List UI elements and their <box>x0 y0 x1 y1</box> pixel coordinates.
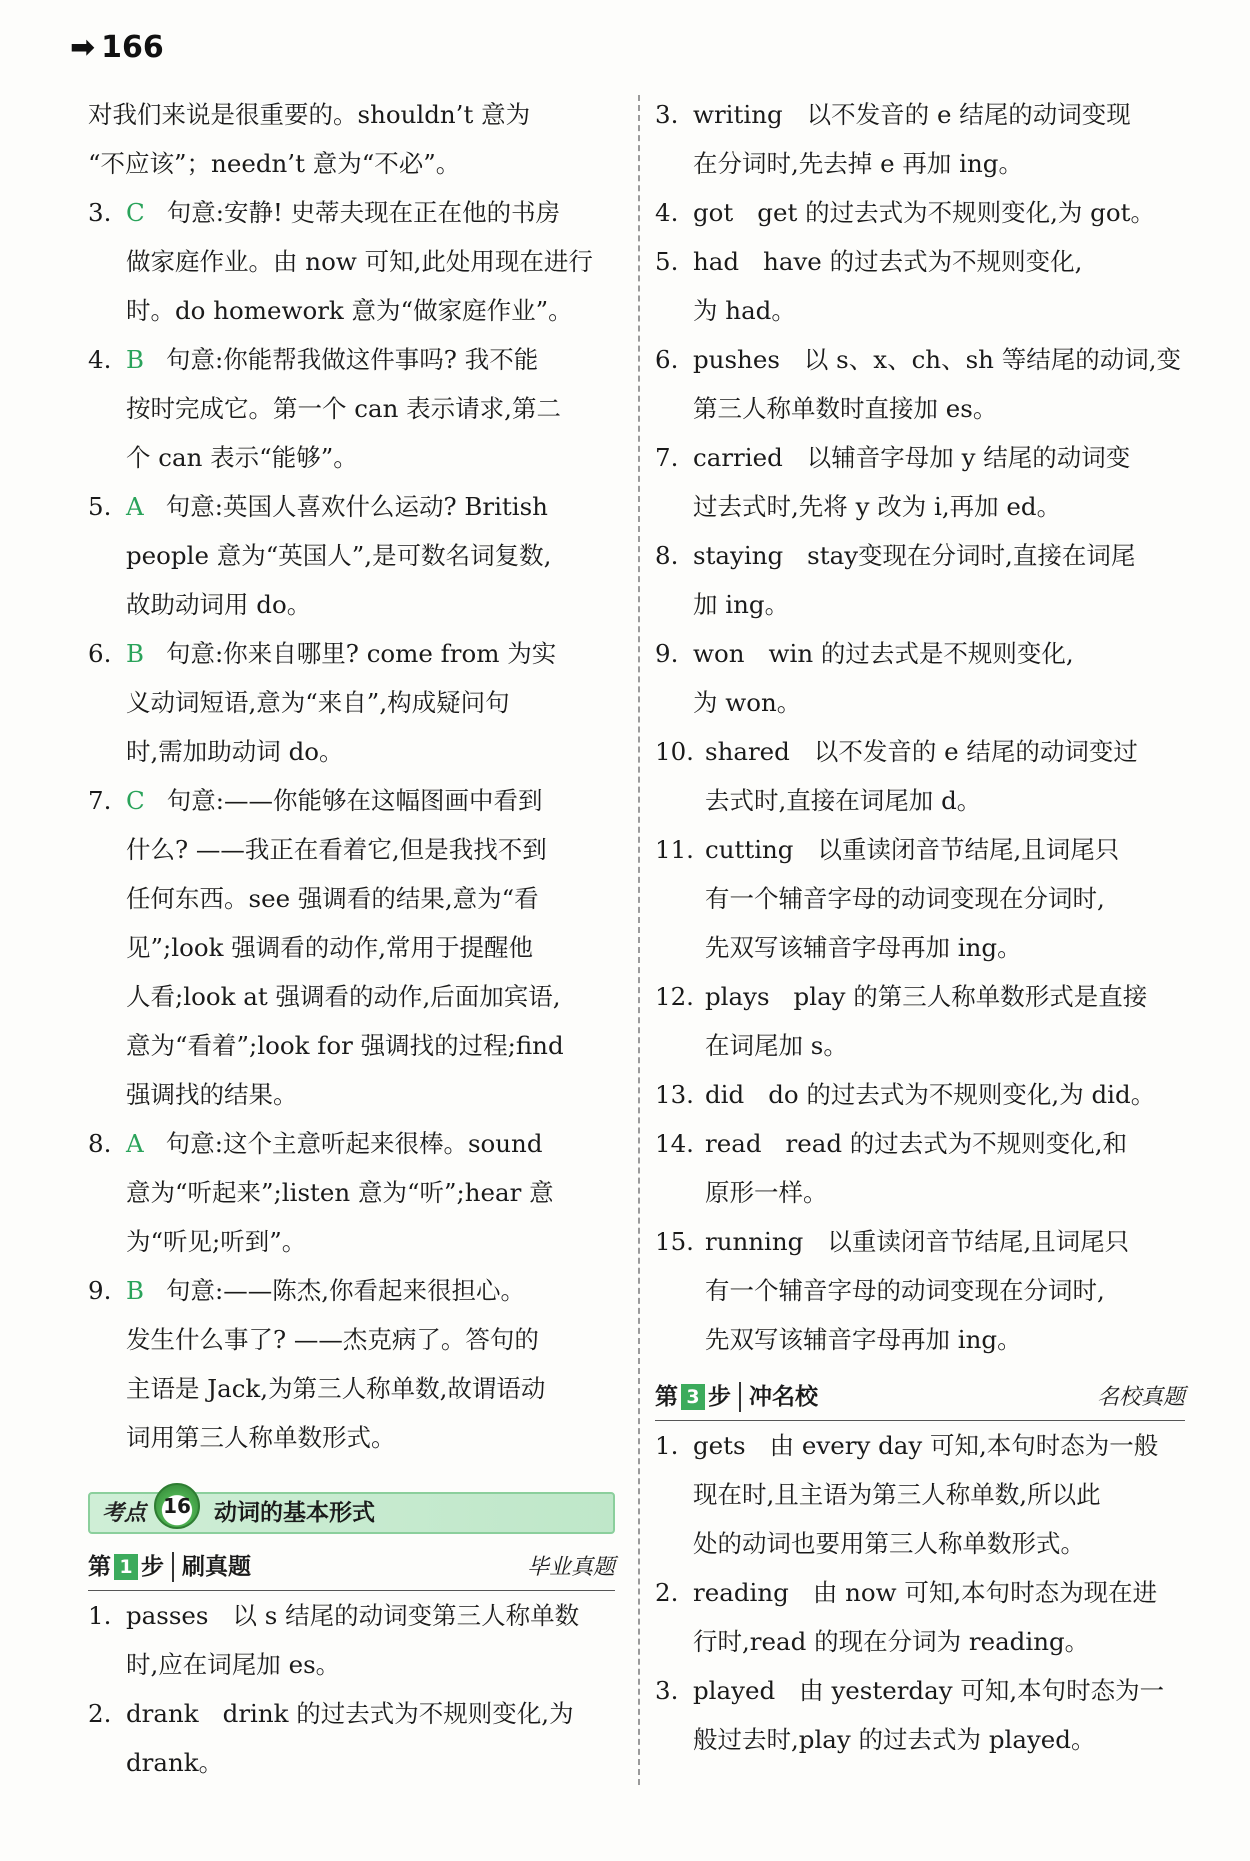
answer-item <box>88 1591 615 1689</box>
answer-word: got <box>693 198 734 227</box>
left-column <box>88 90 615 1787</box>
answer-item <box>88 1266 615 1462</box>
answer-item <box>655 90 1185 188</box>
text-line: 义动词短语,意为“来自”,构成疑问句 <box>126 688 510 717</box>
text-line: 由 now 可知,本句时态为现在进 <box>812 1578 1158 1607</box>
answer-word: writing <box>693 100 783 129</box>
arrow-right-icon: ➡ <box>70 30 96 65</box>
section-tag: 考点 <box>102 1499 147 1526</box>
answer-item <box>655 1568 1185 1666</box>
answer-word: pushes <box>693 345 780 374</box>
answer-item <box>655 531 1185 629</box>
answer-word: read <box>705 1129 762 1158</box>
answer-item <box>88 776 615 1119</box>
text-line: 处的动词也要用第三人称单数形式。 <box>693 1529 1085 1558</box>
text-line: 时。do homework 意为“做家庭作业”。 <box>126 296 573 325</box>
item-number: 4. <box>88 345 112 374</box>
text-line: play 的第三人称单数形式是直接 <box>793 982 1148 1011</box>
text-line: 为“听见;听到”。 <box>126 1227 307 1256</box>
answer-word: played <box>693 1676 776 1705</box>
text-line: 句意:英国人喜欢什么运动? British <box>165 492 548 521</box>
answer-item <box>88 1689 615 1787</box>
text-line: 意为“看着”;look for 强调找的过程;find <box>126 1031 564 1060</box>
text-line: 有一个辅音字母的动词变现在分词时, <box>705 1276 1105 1305</box>
text-line: 强调找的结果。 <box>126 1080 298 1109</box>
divider <box>172 1552 174 1582</box>
text-line: 以不发音的 e 结尾的动词变现 <box>806 100 1131 129</box>
step-subtitle: 冲名校 <box>749 1383 818 1410</box>
text-line: 以重读闭音节结尾,且词尾只 <box>817 835 1120 864</box>
text-line: 什么? ——我正在看着它,但是我找不到 <box>126 835 547 864</box>
answer-item <box>88 1119 615 1266</box>
section-title: 动词的基本形式 <box>214 1499 376 1526</box>
answer-word: gets <box>693 1431 746 1460</box>
text-line: 以不发音的 e 结尾的动词变过 <box>813 737 1138 766</box>
text-line: drank。 <box>126 1748 224 1777</box>
text-line: 句意:安静! 史蒂夫现在正在他的书房 <box>166 198 561 227</box>
answer-letter: B <box>126 639 145 668</box>
answer-item <box>655 727 1185 825</box>
text-line: people 意为“英国人”,是可数名词复数, <box>126 541 552 570</box>
answer-word: staying <box>693 541 784 570</box>
text-line: 行时,read 的现在分词为 reading。 <box>693 1627 1090 1656</box>
text-line: 时,需加助动词 do。 <box>126 737 344 766</box>
item-number: 8. <box>655 541 679 570</box>
text-line: 现在时,且主语为第三人称单数,所以此 <box>693 1480 1101 1509</box>
answer-item <box>655 1421 1185 1568</box>
text-line: 第三人称单数时直接加 es。 <box>693 394 998 423</box>
answer-word: drank <box>126 1699 199 1728</box>
text-line: 先双写该辅音字母再加 ing。 <box>705 1325 1022 1354</box>
text-line: 句意:这个主意听起来很棒。sound <box>165 1129 543 1158</box>
step-suffix: 步 <box>708 1383 731 1410</box>
answer-letter: C <box>126 786 145 815</box>
item-number: 6. <box>655 345 679 374</box>
item-number: 3. <box>655 100 679 129</box>
text-line: 在分词时,先去掉 e 再加 ing。 <box>693 149 1023 178</box>
text-line: read 的过去式为不规则变化,和 <box>785 1129 1128 1158</box>
text-line: 由 yesterday 可知,本句时态为一 <box>799 1676 1165 1705</box>
item-number: 10. <box>655 737 694 766</box>
text-line: 以辅音字母加 y 结尾的动词变 <box>806 443 1131 472</box>
item-number: 9. <box>88 1276 112 1305</box>
step-source: 名校真题 <box>1096 1384 1185 1410</box>
answer-letter: A <box>126 1129 144 1158</box>
answer-item <box>655 1666 1185 1764</box>
answer-letter: C <box>126 198 145 227</box>
answer-word: shared <box>705 737 790 766</box>
answer-letter: B <box>126 1276 145 1305</box>
text-line: 故助动词用 do。 <box>126 590 312 619</box>
text-line: 原形一样。 <box>705 1178 828 1207</box>
text-line: 词用第三人称单数形式。 <box>126 1423 396 1452</box>
item-number: 12. <box>655 982 694 1011</box>
answer-item <box>655 335 1185 433</box>
text-line: 人看;look at 强调看的动作,后面加宾语, <box>126 982 561 1011</box>
text-line: 加 ing。 <box>693 590 790 619</box>
answer-item <box>655 1070 1185 1119</box>
item-number: 7. <box>88 786 112 815</box>
divider <box>739 1382 741 1412</box>
page-number-text: 166 <box>101 30 164 65</box>
text-line: 句意:——陈杰,你看起来很担心。 <box>166 1276 526 1305</box>
answer-item <box>655 972 1185 1070</box>
text-line: 对我们来说是很重要的。shouldn’t 意为 <box>88 100 531 129</box>
answer-item <box>88 335 615 482</box>
text-line: drink 的过去式为不规则变化,为 <box>222 1699 574 1728</box>
item-number: 3. <box>655 1676 679 1705</box>
item-number: 2. <box>655 1578 679 1607</box>
answer-word: did <box>705 1080 745 1109</box>
text-line: 做家庭作业。由 now 可知,此处用现在进行 <box>126 247 593 276</box>
section-header <box>88 1492 615 1534</box>
answer-item <box>655 1217 1185 1364</box>
item-number: 2. <box>88 1699 112 1728</box>
text-line: 任何东西。see 强调看的结果,意为“看 <box>126 884 539 913</box>
text-line: “不应该”；needn’t 意为“不必”。 <box>88 149 461 178</box>
text-line: 去式时,直接在词尾加 d。 <box>705 786 982 815</box>
text-line: 有一个辅音字母的动词变现在分词时, <box>705 884 1105 913</box>
answer-item <box>88 188 615 335</box>
text-line: 句意:你来自哪里? come from 为实 <box>166 639 557 668</box>
item-number: 5. <box>655 247 679 276</box>
item-number: 13. <box>655 1080 694 1109</box>
text-line: 见”;look 强调看的动作,常用于提醒他 <box>126 933 534 962</box>
item-number: 5. <box>88 492 112 521</box>
answer-item <box>655 433 1185 531</box>
answer-item <box>655 825 1185 972</box>
text-line: 以 s、x、ch、sh 等结尾的动词,变 <box>803 345 1181 374</box>
item-number: 6. <box>88 639 112 668</box>
answer-letter: A <box>126 492 144 521</box>
answer-letter: B <box>126 345 145 374</box>
answer-word: reading <box>693 1578 789 1607</box>
answer-word: plays <box>705 982 770 1011</box>
text-line: have 的过去式为不规则变化, <box>763 247 1083 276</box>
answer-word: passes <box>126 1601 209 1630</box>
text-line: 时,应在词尾加 es。 <box>126 1650 341 1679</box>
text-line: 在词尾加 s。 <box>705 1031 848 1060</box>
step-suffix: 步 <box>141 1553 164 1580</box>
answer-item <box>655 188 1185 237</box>
step-prefix: 第 <box>88 1553 111 1580</box>
answer-item <box>88 482 615 629</box>
item-number: 9. <box>655 639 679 668</box>
section-number: 16 <box>163 1493 191 1518</box>
text-line: 个 can 表示“能够”。 <box>126 443 358 472</box>
step-source: 毕业真题 <box>526 1554 615 1580</box>
text-line: get 的过去式为不规则变化,为 got。 <box>757 198 1155 227</box>
item-number: 3. <box>88 198 112 227</box>
item-number: 7. <box>655 443 679 472</box>
text-line: 为 won。 <box>693 688 802 717</box>
text-line: 按时完成它。第一个 can 表示请求,第二 <box>126 394 561 423</box>
text-line: 句意:——你能够在这幅图画中看到 <box>166 786 543 815</box>
text-line: do 的过去式为不规则变化,为 did。 <box>768 1080 1156 1109</box>
page-number <box>70 30 164 65</box>
answer-item <box>88 629 615 776</box>
item-number: 4. <box>655 198 679 227</box>
answer-word: carried <box>693 443 783 472</box>
step-number-box: 1 <box>114 1554 138 1580</box>
intro-paragraph <box>88 90 615 188</box>
answer-word: running <box>705 1227 804 1256</box>
answer-item <box>655 629 1185 727</box>
step-header <box>88 1544 615 1591</box>
flame-badge-icon <box>154 1483 200 1529</box>
item-number: 15. <box>655 1227 694 1256</box>
text-line: 般过去时,play 的过去式为 played。 <box>693 1725 1096 1754</box>
step-number-box: 3 <box>681 1384 705 1410</box>
text-line: win 的过去式是不规则变化, <box>768 639 1074 668</box>
answer-item <box>655 237 1185 335</box>
step-label <box>655 1373 731 1422</box>
item-number: 1. <box>655 1431 679 1460</box>
text-line: 由 every day 可知,本句时态为一般 <box>769 1431 1159 1460</box>
answer-item <box>655 1119 1185 1217</box>
right-column <box>655 90 1185 1764</box>
text-line: 主语是 Jack,为第三人称单数,故谓语动 <box>126 1374 546 1403</box>
step-label <box>88 1543 164 1592</box>
text-line: 先双写该辅音字母再加 ing。 <box>705 933 1022 962</box>
text-line: 过去式时,先将 y 改为 i,再加 ed。 <box>693 492 1062 521</box>
answer-word: had <box>693 247 740 276</box>
text-line: 以重读闭音节结尾,且词尾只 <box>827 1227 1130 1256</box>
answer-word: cutting <box>705 835 794 864</box>
item-number: 1. <box>88 1601 112 1630</box>
step-prefix: 第 <box>655 1383 678 1410</box>
item-number: 8. <box>88 1129 112 1158</box>
text-line: 句意:你能帮我做这件事吗? 我不能 <box>166 345 539 374</box>
text-line: 为 had。 <box>693 296 796 325</box>
step-header <box>655 1374 1185 1421</box>
text-line: 意为“听起来”;listen 意为“听”;hear 意 <box>126 1178 554 1207</box>
text-line: 发生什么事了? ——杰克病了。答句的 <box>126 1325 539 1354</box>
answer-word: won <box>693 639 745 668</box>
text-line: stay变现在分词时,直接在词尾 <box>807 541 1136 570</box>
item-number: 11. <box>655 835 694 864</box>
item-number: 14. <box>655 1129 694 1158</box>
step-subtitle: 刷真题 <box>182 1553 251 1580</box>
column-divider <box>638 95 640 1785</box>
text-line: 以 s 结尾的动词变第三人称单数 <box>232 1601 580 1630</box>
